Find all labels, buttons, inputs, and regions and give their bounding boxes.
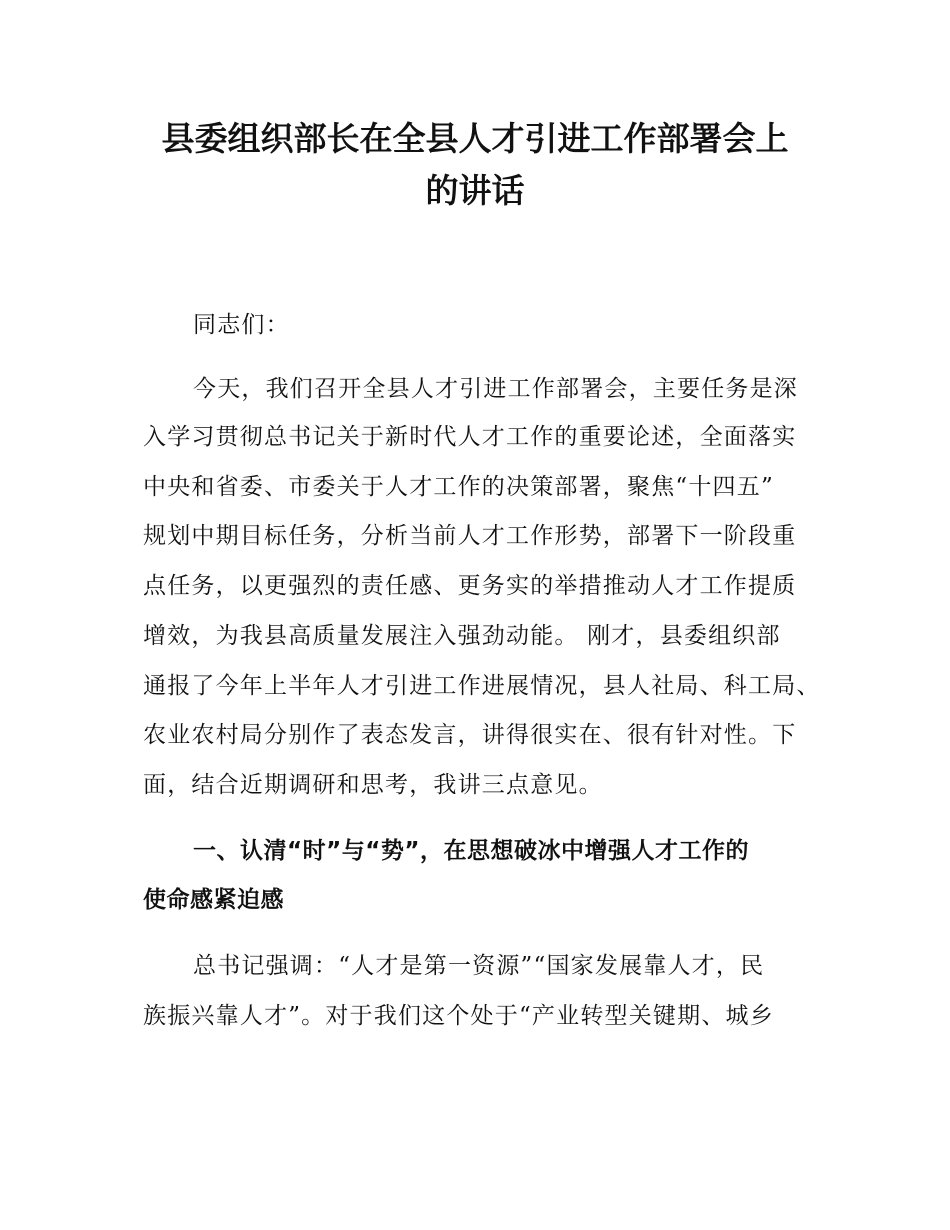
section-1-paragraph-line: 总书记强调：“人才是第一资源”“国家发展靠人才，民 (193, 953, 765, 979)
paragraph-1-line: 规划中期目标任务，分析当前人才工作形势，部署下一阶段重 (143, 523, 797, 549)
paragraph-1-line: 增效，为我县高质量发展注入强劲动能。 刚才，县委组织部 (143, 623, 781, 649)
paragraph-1-line: 通报了今年上半年人才引进工作进展情况，县人社局、科工局、 (143, 673, 821, 699)
paragraph-1-line: 面，结合近期调研和思考，我讲三点意见。 (143, 772, 603, 798)
document-title-line-1: 县委组织部长在全县人才引进工作部署会上 (161, 119, 789, 158)
document-title-line-2: 的讲话 (425, 171, 525, 210)
paragraph-1-line: 农业农村局分别作了表态发言，讲得很实在、很有针对性。下 (143, 722, 797, 748)
section-1-paragraph-line: 族振兴靠人才”。对于我们这个处于“产业转型关键期、城乡 (143, 1003, 774, 1029)
paragraph-1-line: 入学习贯彻总书记关于新时代人才工作的重要论述，全面落实 (143, 424, 797, 450)
paragraph-1-line: 今天，我们召开全县人才引进工作部署会，主要任务是深 (193, 376, 798, 402)
section-1-heading-line: 一、认清“时”与“势”，在思想破冰中增强人才工作的 (193, 838, 749, 864)
section-1-heading-line: 使命感紧迫感 (143, 887, 284, 913)
salutation: 同志们： (193, 312, 290, 338)
paragraph-1-line: 中央和省委、市委关于人才工作的决策部署，聚焦“十四五” (143, 474, 774, 500)
paragraph-1-line: 点任务，以更强烈的责任感、更务实的举措推动人才工作提质 (143, 573, 797, 599)
